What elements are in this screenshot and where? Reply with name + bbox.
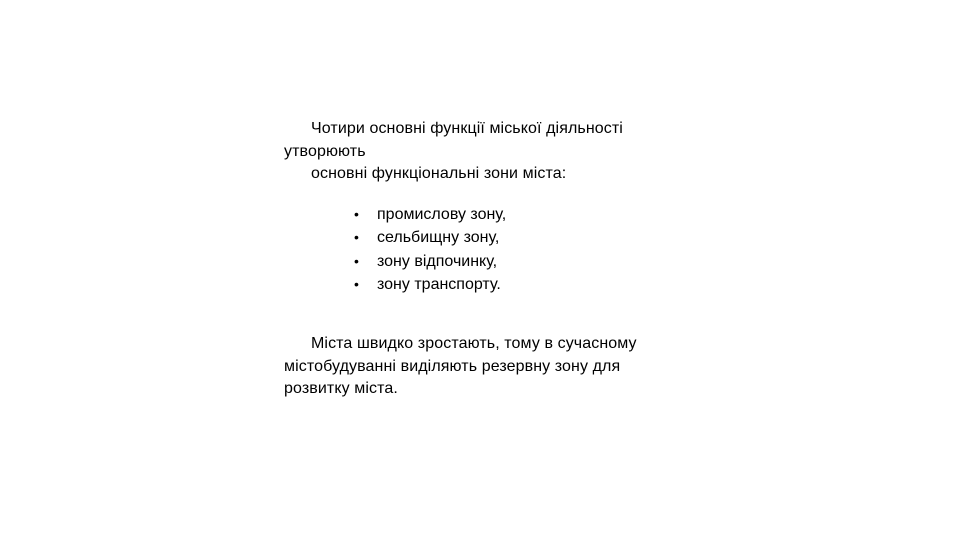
zone-label: промислову зону, bbox=[377, 206, 507, 223]
intro-line-3: основні функціональні зони міста: bbox=[311, 165, 567, 182]
zone-label: сельбищну зону, bbox=[377, 229, 500, 247]
intro-line-2: утворюють bbox=[284, 143, 366, 160]
intro-line-1: Чотири основні функції міської діяльності bbox=[311, 120, 623, 137]
conclusion-line-2: містобудуванні виділяють резервну зону для bbox=[284, 358, 621, 375]
bullet-icon: • bbox=[354, 206, 359, 222]
bullet-icon: • bbox=[354, 275, 359, 292]
bullet-icon: • bbox=[354, 229, 359, 246]
zone-label: зону транспорту. bbox=[377, 275, 501, 293]
conclusion-line-3: розвитку міста. bbox=[284, 380, 398, 397]
bullet-icon: • bbox=[354, 252, 359, 269]
zone-label: зону відпочинку, bbox=[377, 252, 498, 270]
conclusion-line-1: Міста швидко зростають, тому в сучасному bbox=[311, 335, 637, 352]
